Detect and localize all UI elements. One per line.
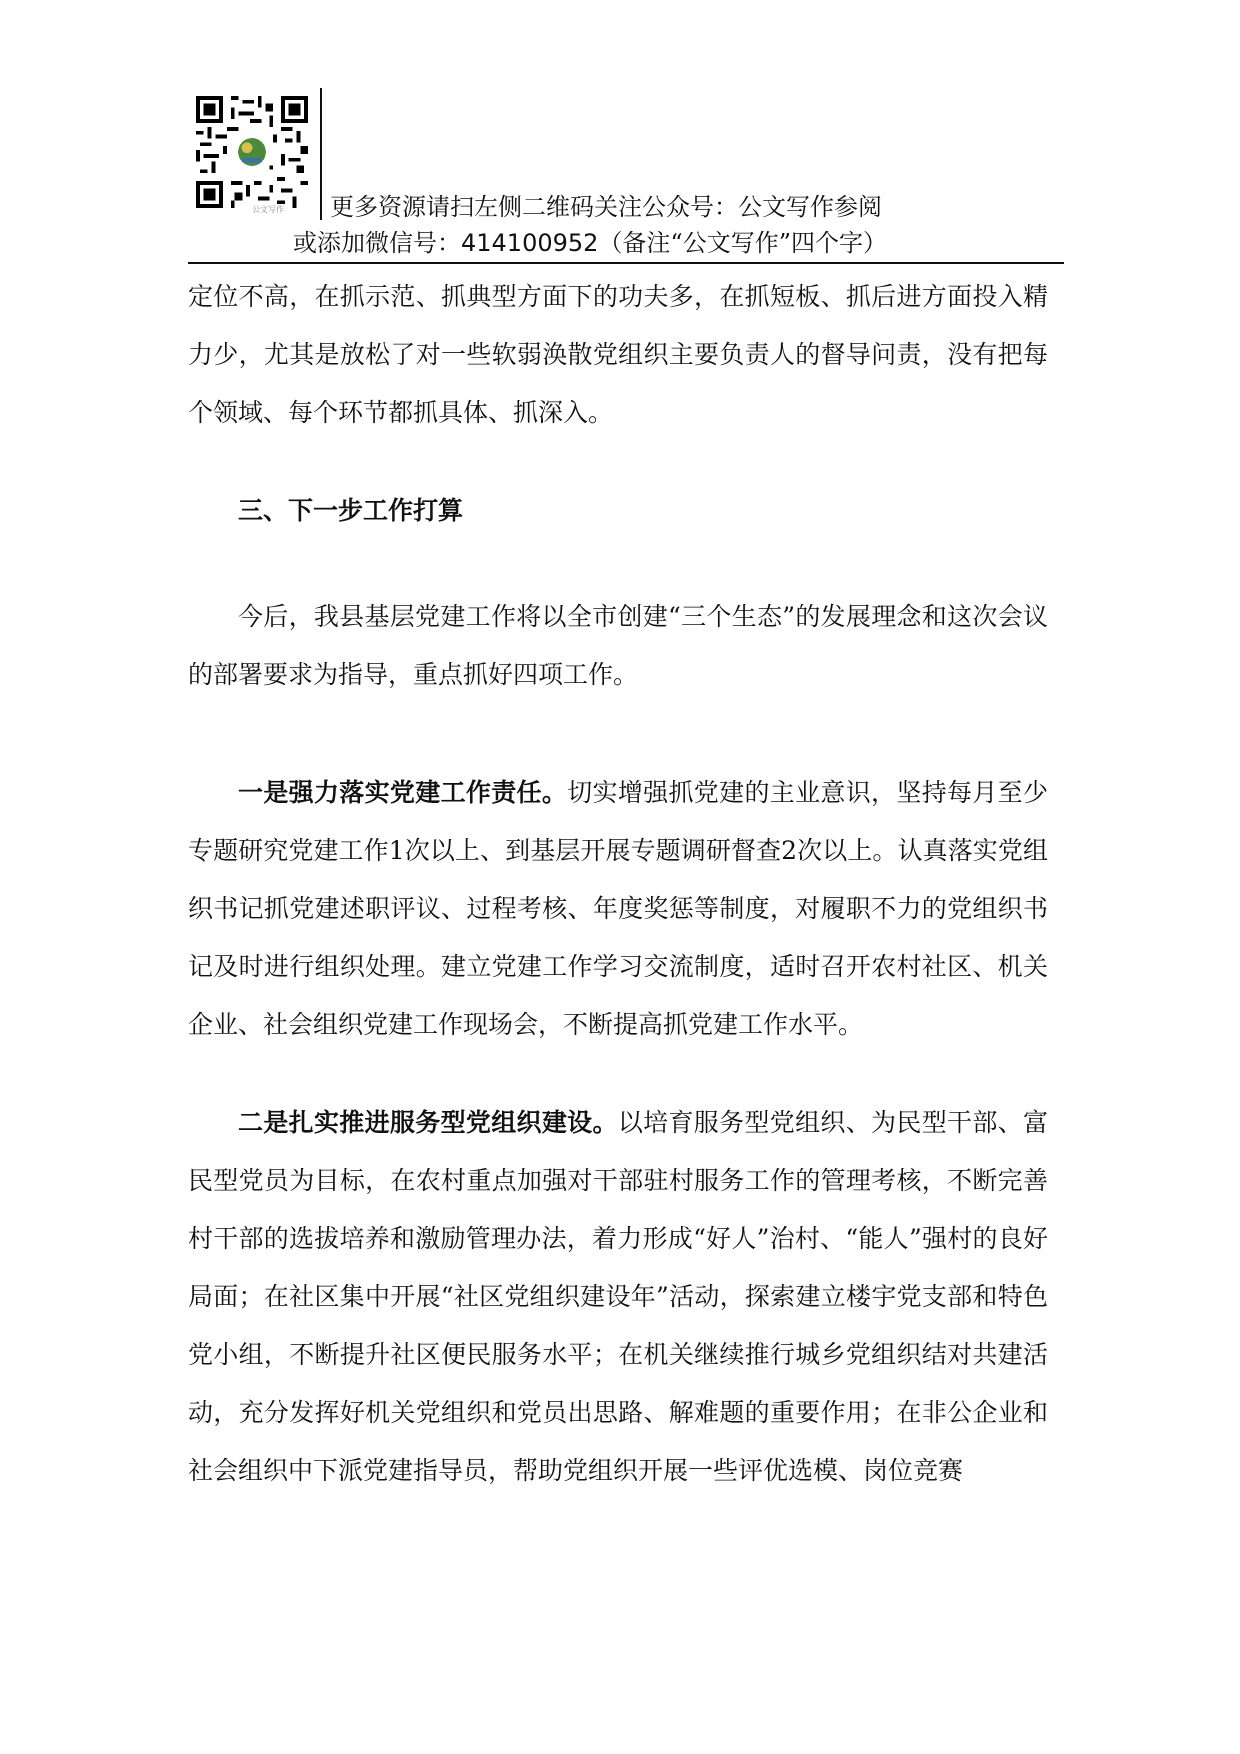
item-2-lead: 二是扎实推进服务型党组织建设。 <box>238 1108 618 1137</box>
item-1-text: 切实增强抓党建的主业意识，坚持每月至少专题研究党建工作1次以上、到基层开展专题调研督查2次以上。认真落实党组织书记抓党建述职评议、过程考核、年度奖惩等制度，对履职不力的党组织书记及时进行组织处理。建立党建工作学习交流制度，适时召开农村社区、机关企业、社会组织党建工作现场会，不断提高抓党建工作水平。 <box>188 778 1048 1039</box>
paragraph-item-1 <box>188 764 1048 1054</box>
page-header <box>188 88 1064 264</box>
qr-code-icon <box>196 96 308 208</box>
document-body <box>188 268 1048 1500</box>
section-heading: 三、下一步工作打算 <box>238 496 464 525</box>
header-line-2 <box>293 228 887 258</box>
header-line-1: 更多资源请扫左侧二维码关注公众号：公文写作参阅 <box>330 193 882 221</box>
paragraph-item-2 <box>188 1094 1048 1500</box>
paragraph-continuation: 定位不高，在抓示范、抓典型方面下的功夫多，在抓短板、抓后进方面投入精力少，尤其是放松了对一些软弱涣散党组织主要负责人的督导问责，没有把每个领域、每个环节都抓具体、抓深入。 <box>188 282 1048 427</box>
item-2-text: 以培育服务型党组织、为民型干部、富民型党员为目标，在农村重点加强对干部驻村服务工作的管理考核，不断完善村干部的选拔培养和激励管理办法，着力形成“好人”治村、“能人”强村的良好局面；在社区集中开展“社区党组织建设年”活动，探索建立楼宇党支部和特色党小组，不断提升社区便民服务水平；在机关继续推行城乡党组织结对共建活动，充分发挥好机关党组织和党员出思路、解难题的重要作用；在非公企业和社会组织中下派党建指导员，帮助党组织开展一些评优选模、岗位竞赛 <box>188 1108 1048 1485</box>
header-vertical-rule <box>320 88 322 220</box>
item-1-lead: 一是强力落实党建工作责任。 <box>238 778 568 807</box>
header-line-2-suffix: （备注“公文写作”四个字） <box>598 229 887 257</box>
header-line-2-prefix: 或添加微信号： <box>293 229 461 257</box>
header-rule <box>188 262 1064 264</box>
qr-caption: 公文写作 <box>252 205 284 214</box>
paragraph-intro: 今后，我县基层党建工作将以全市创建“三个生态”的发展理念和这次会议的部署要求为指导，重点抓好四项工作。 <box>188 602 1048 689</box>
wechat-id: 414100952 <box>461 229 599 257</box>
